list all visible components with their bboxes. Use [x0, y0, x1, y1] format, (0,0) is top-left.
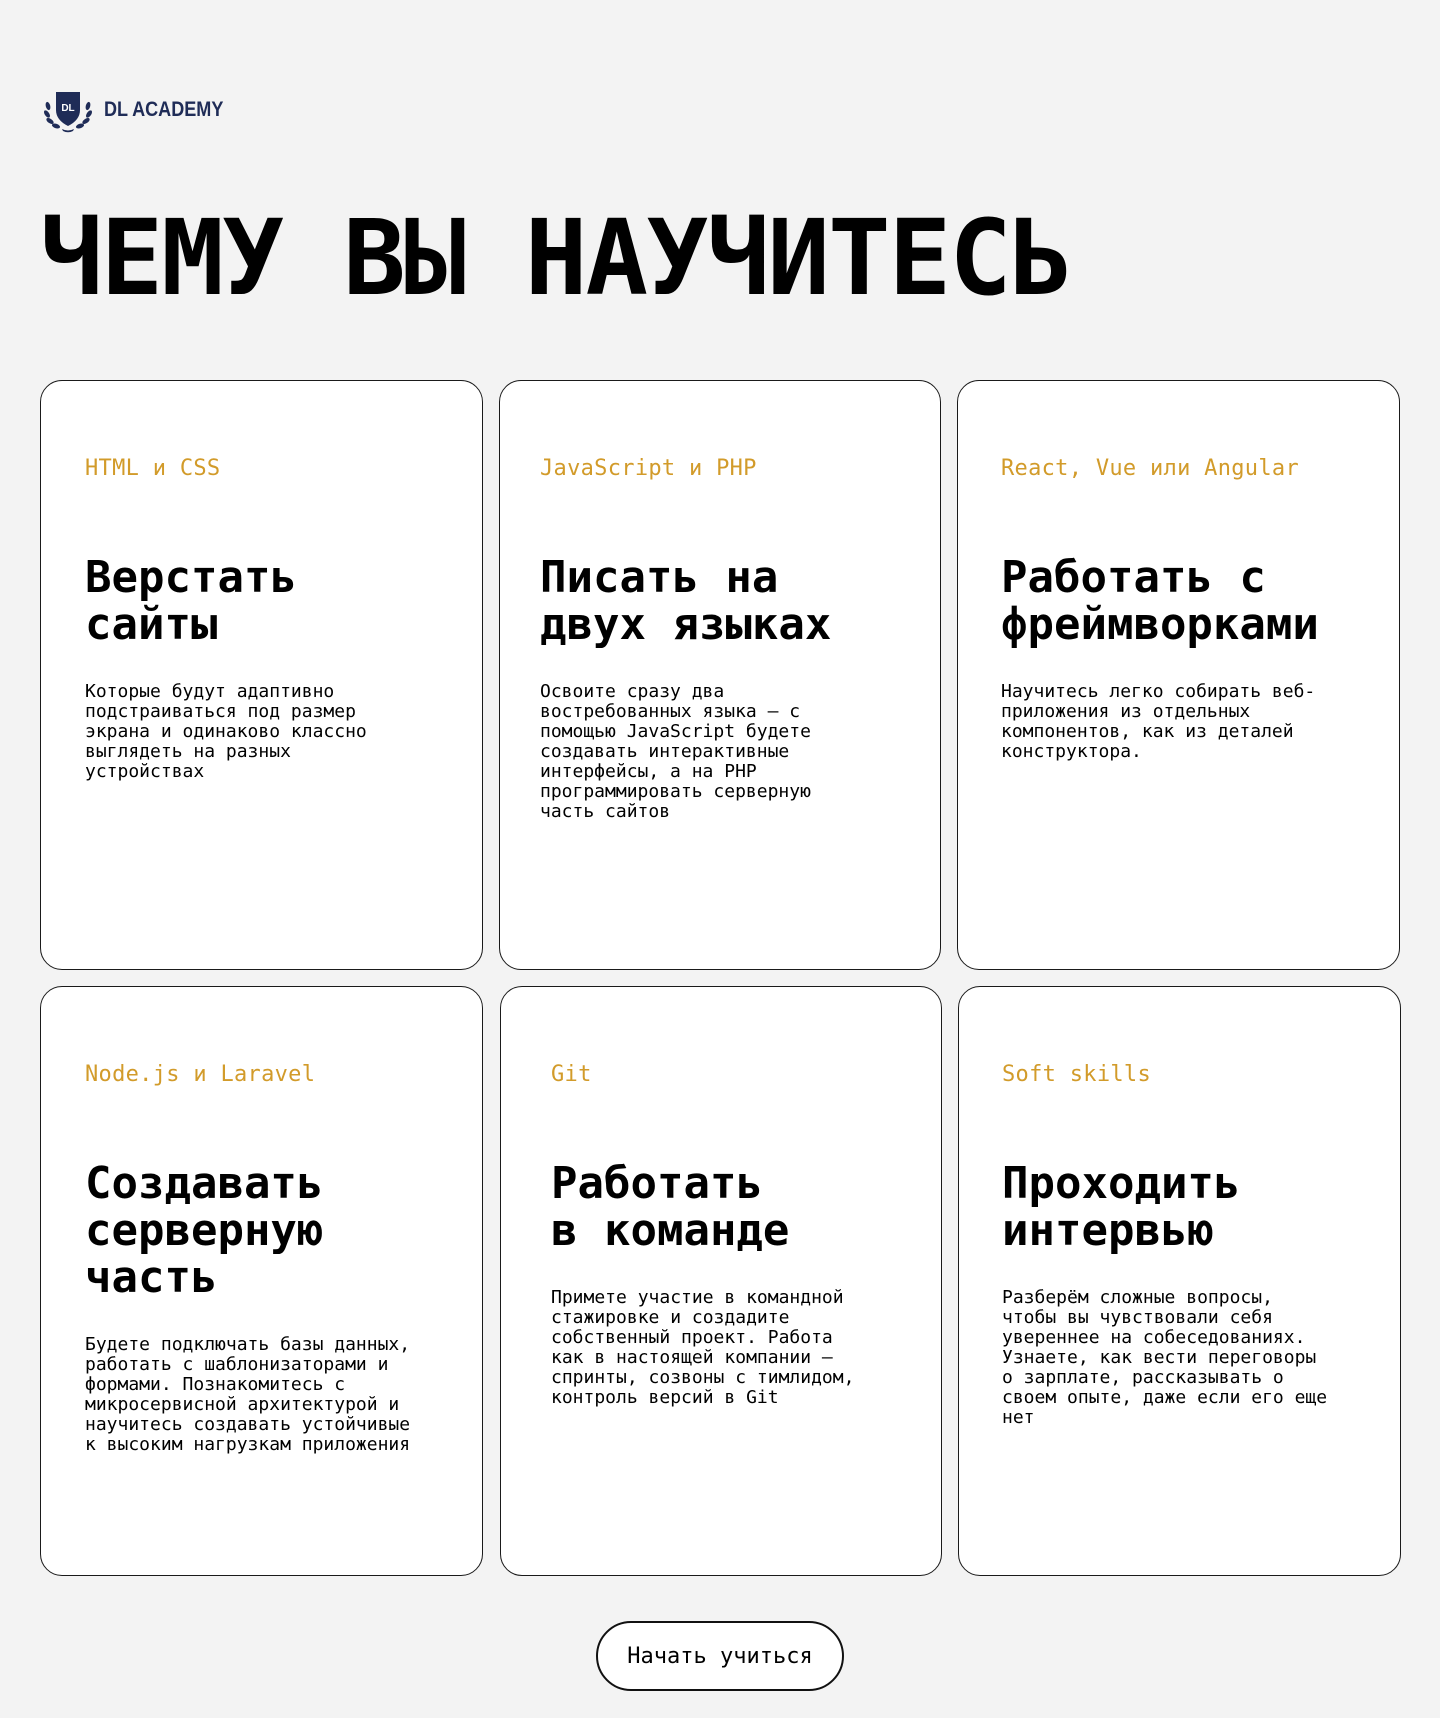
start-learning-button[interactable]: Начать учиться	[596, 1621, 844, 1691]
card-description: Освоите сразу два востребованных языка — с помощью JavaScript будете создавать интерактивные интерфейсы, а на PHP программировать серверную часть сайтов	[540, 681, 811, 822]
card-description: Научитесь легко собирать веб- приложения из отдельных компонентов, как из деталей конструктора.	[1001, 681, 1316, 762]
card-title: Писать на двух языках	[540, 552, 832, 650]
skill-card-languages	[499, 380, 941, 970]
skill-card-backend	[40, 986, 483, 1576]
laurel-shield-icon	[40, 86, 96, 134]
skill-card-teamwork	[500, 986, 942, 1576]
card-title: Создавать серверную часть	[85, 1158, 324, 1303]
brand-name: DL ACADEMY	[104, 98, 224, 121]
svg-text:DL: DL	[61, 103, 75, 114]
skill-card-interview	[958, 986, 1401, 1576]
skill-card-layout	[40, 380, 483, 970]
card-description: Будете подключать базы данных, работать с шаблонизаторами и формами. Познакомитесь с микросервисной архитектурой и научитесь создавать устойчивые к высоким нагрузкам приложения	[85, 1334, 411, 1455]
card-tag: Git	[551, 1062, 592, 1087]
page-title: ЧЕМУ ВЫ НАУЧИТЕСЬ	[40, 197, 1071, 319]
brand-logo[interactable]	[40, 86, 243, 134]
skill-card-frameworks	[957, 380, 1400, 970]
card-description: Которые будут адаптивно подстраиваться под размер экрана и одинаково классно выглядеть на разных устройствах	[85, 681, 367, 782]
card-tag: React, Vue или Angular	[1001, 456, 1299, 481]
card-title: Верстать сайты	[85, 552, 297, 650]
card-tag: Soft skills	[1002, 1062, 1151, 1087]
card-description: Разберём сложные вопросы, чтобы вы чувствовали себя увереннее на собеседованиях. Узнаете, как вести переговоры о зарплате, рассказывать о своем опыте, даже если его еще нет	[1002, 1287, 1328, 1428]
card-tag: HTML и CSS	[85, 456, 221, 481]
card-title: Работать с фреймворками	[1001, 552, 1319, 650]
card-tag: Node.js и Laravel	[85, 1062, 316, 1087]
card-description: Примете участие в командной стажировке и создадите собственный проект. Работа как в настоящей компании — спринты, созвоны с тимлидом, контроль версий в Git	[551, 1287, 855, 1408]
card-tag: JavaScript и PHP	[540, 456, 757, 481]
card-title: Проходить интервью	[1002, 1158, 1241, 1256]
card-title: Работать в команде	[551, 1158, 790, 1256]
